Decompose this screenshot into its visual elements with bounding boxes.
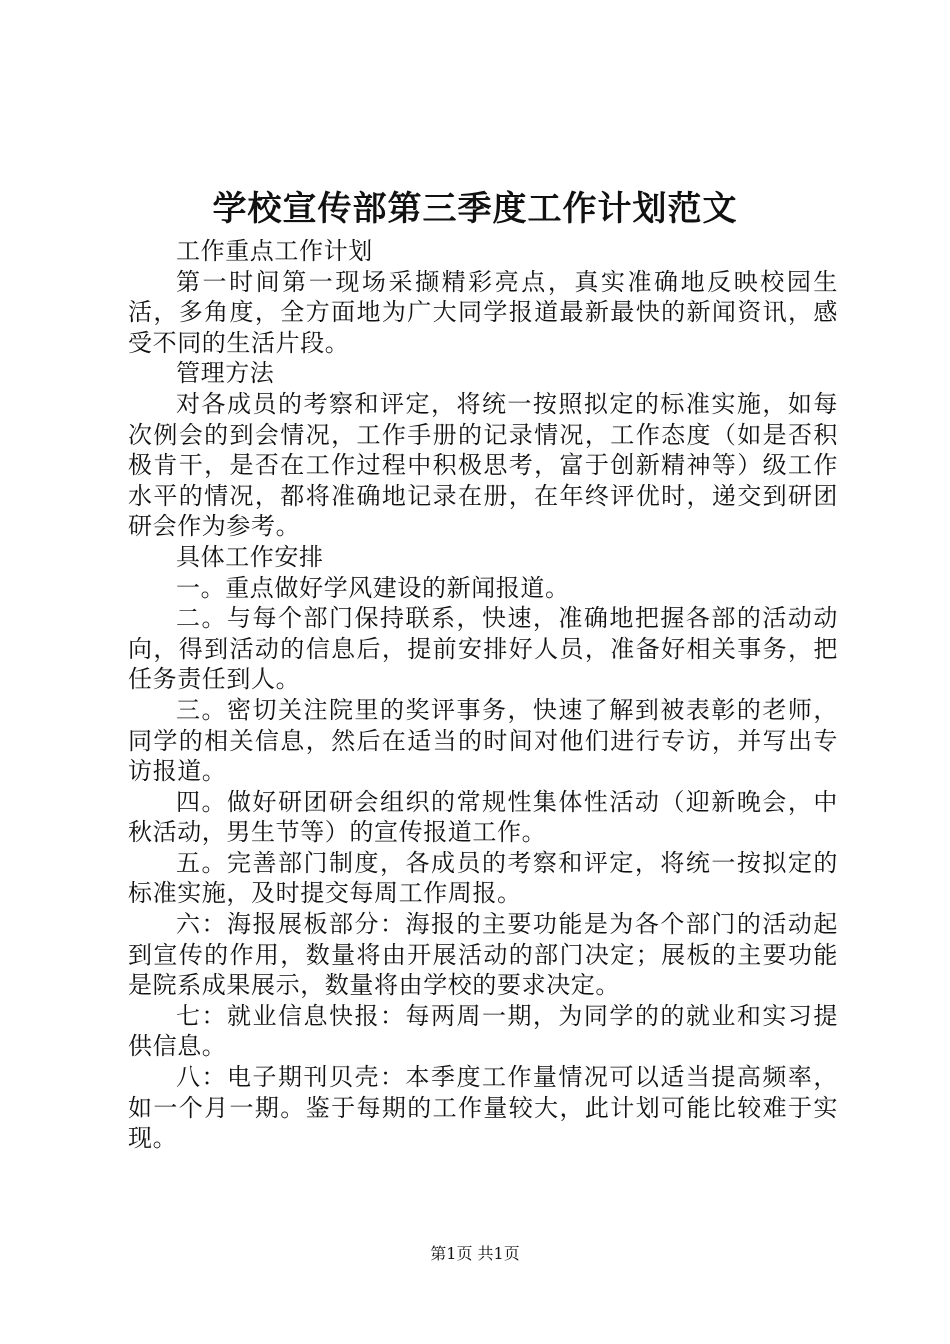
document-title: 学校宣传部第三季度工作计划范文: [212, 189, 738, 229]
list-item-7: 七：就业信息快报：每两周一期，为同学的的就业和实习提供信息。: [128, 1001, 838, 1061]
list-item-1: 一。重点做好学风建设的新闻报道。: [176, 573, 570, 602]
list-item-8: 八：电子期刊贝壳：本季度工作量情况可以适当提高频率，如一个月一期。鉴于每期的工作量较大，此计划可能比较难于实现。: [128, 1063, 838, 1153]
list-item-4: 四。做好研团研会组织的常规性集体性活动（迎新晚会，中秋活动，男生节等）的宣传报道工作。: [128, 787, 838, 847]
list-item-3: 三。密切关注院里的奖评事务，快速了解到被表彰的老师，同学的相关信息，然后在适当的时间对他们进行专访，并写出专访报道。: [128, 695, 838, 786]
section-heading-arrangements: 具体工作安排: [176, 542, 324, 571]
list-item-5: 五。完善部门制度，各成员的考察和评定，将统一按拟定的标准实施，及时提交每周工作周报。: [128, 848, 838, 908]
section-heading-work-focus: 工作重点工作计划: [176, 237, 373, 265]
list-item-2: 二。与每个部门保持联系，快速，准确地把握各部的活动动向，得到活动的信息后，提前安排好人员，准备好相关事务，把任务责任到人。: [128, 604, 838, 694]
list-item-6: 六：海报展板部分：海报的主要功能是为各个部门的活动起到宣传的作用，数量将由开展活动的部门决定；展板的主要功能是院系成果展示，数量将由学校的要求决定。: [128, 910, 838, 1000]
section-heading-management: 管理方法: [176, 359, 275, 388]
paragraph-management: 对各成员的考察和评定，将统一按照拟定的标准实施，如每次例会的到会情况，工作手册的记录情况，工作态度（如是否积极肯干，是否在工作过程中积极思考，富于创新精神等）级工作水平的情况，都将准确地记录在册，在年终评优时，递交到研团研会作为参考。: [128, 389, 838, 541]
paragraph-work-focus: 第一时间第一现场采撷精彩亮点，真实准确地反映校园生活，多角度，全方面地为广大同学报道最新最快的新闻资讯，感受不同的生活片段。: [128, 267, 838, 357]
page-number-footer: 第1页 共1页: [430, 1244, 520, 1263]
document-body: [128, 236, 838, 1154]
